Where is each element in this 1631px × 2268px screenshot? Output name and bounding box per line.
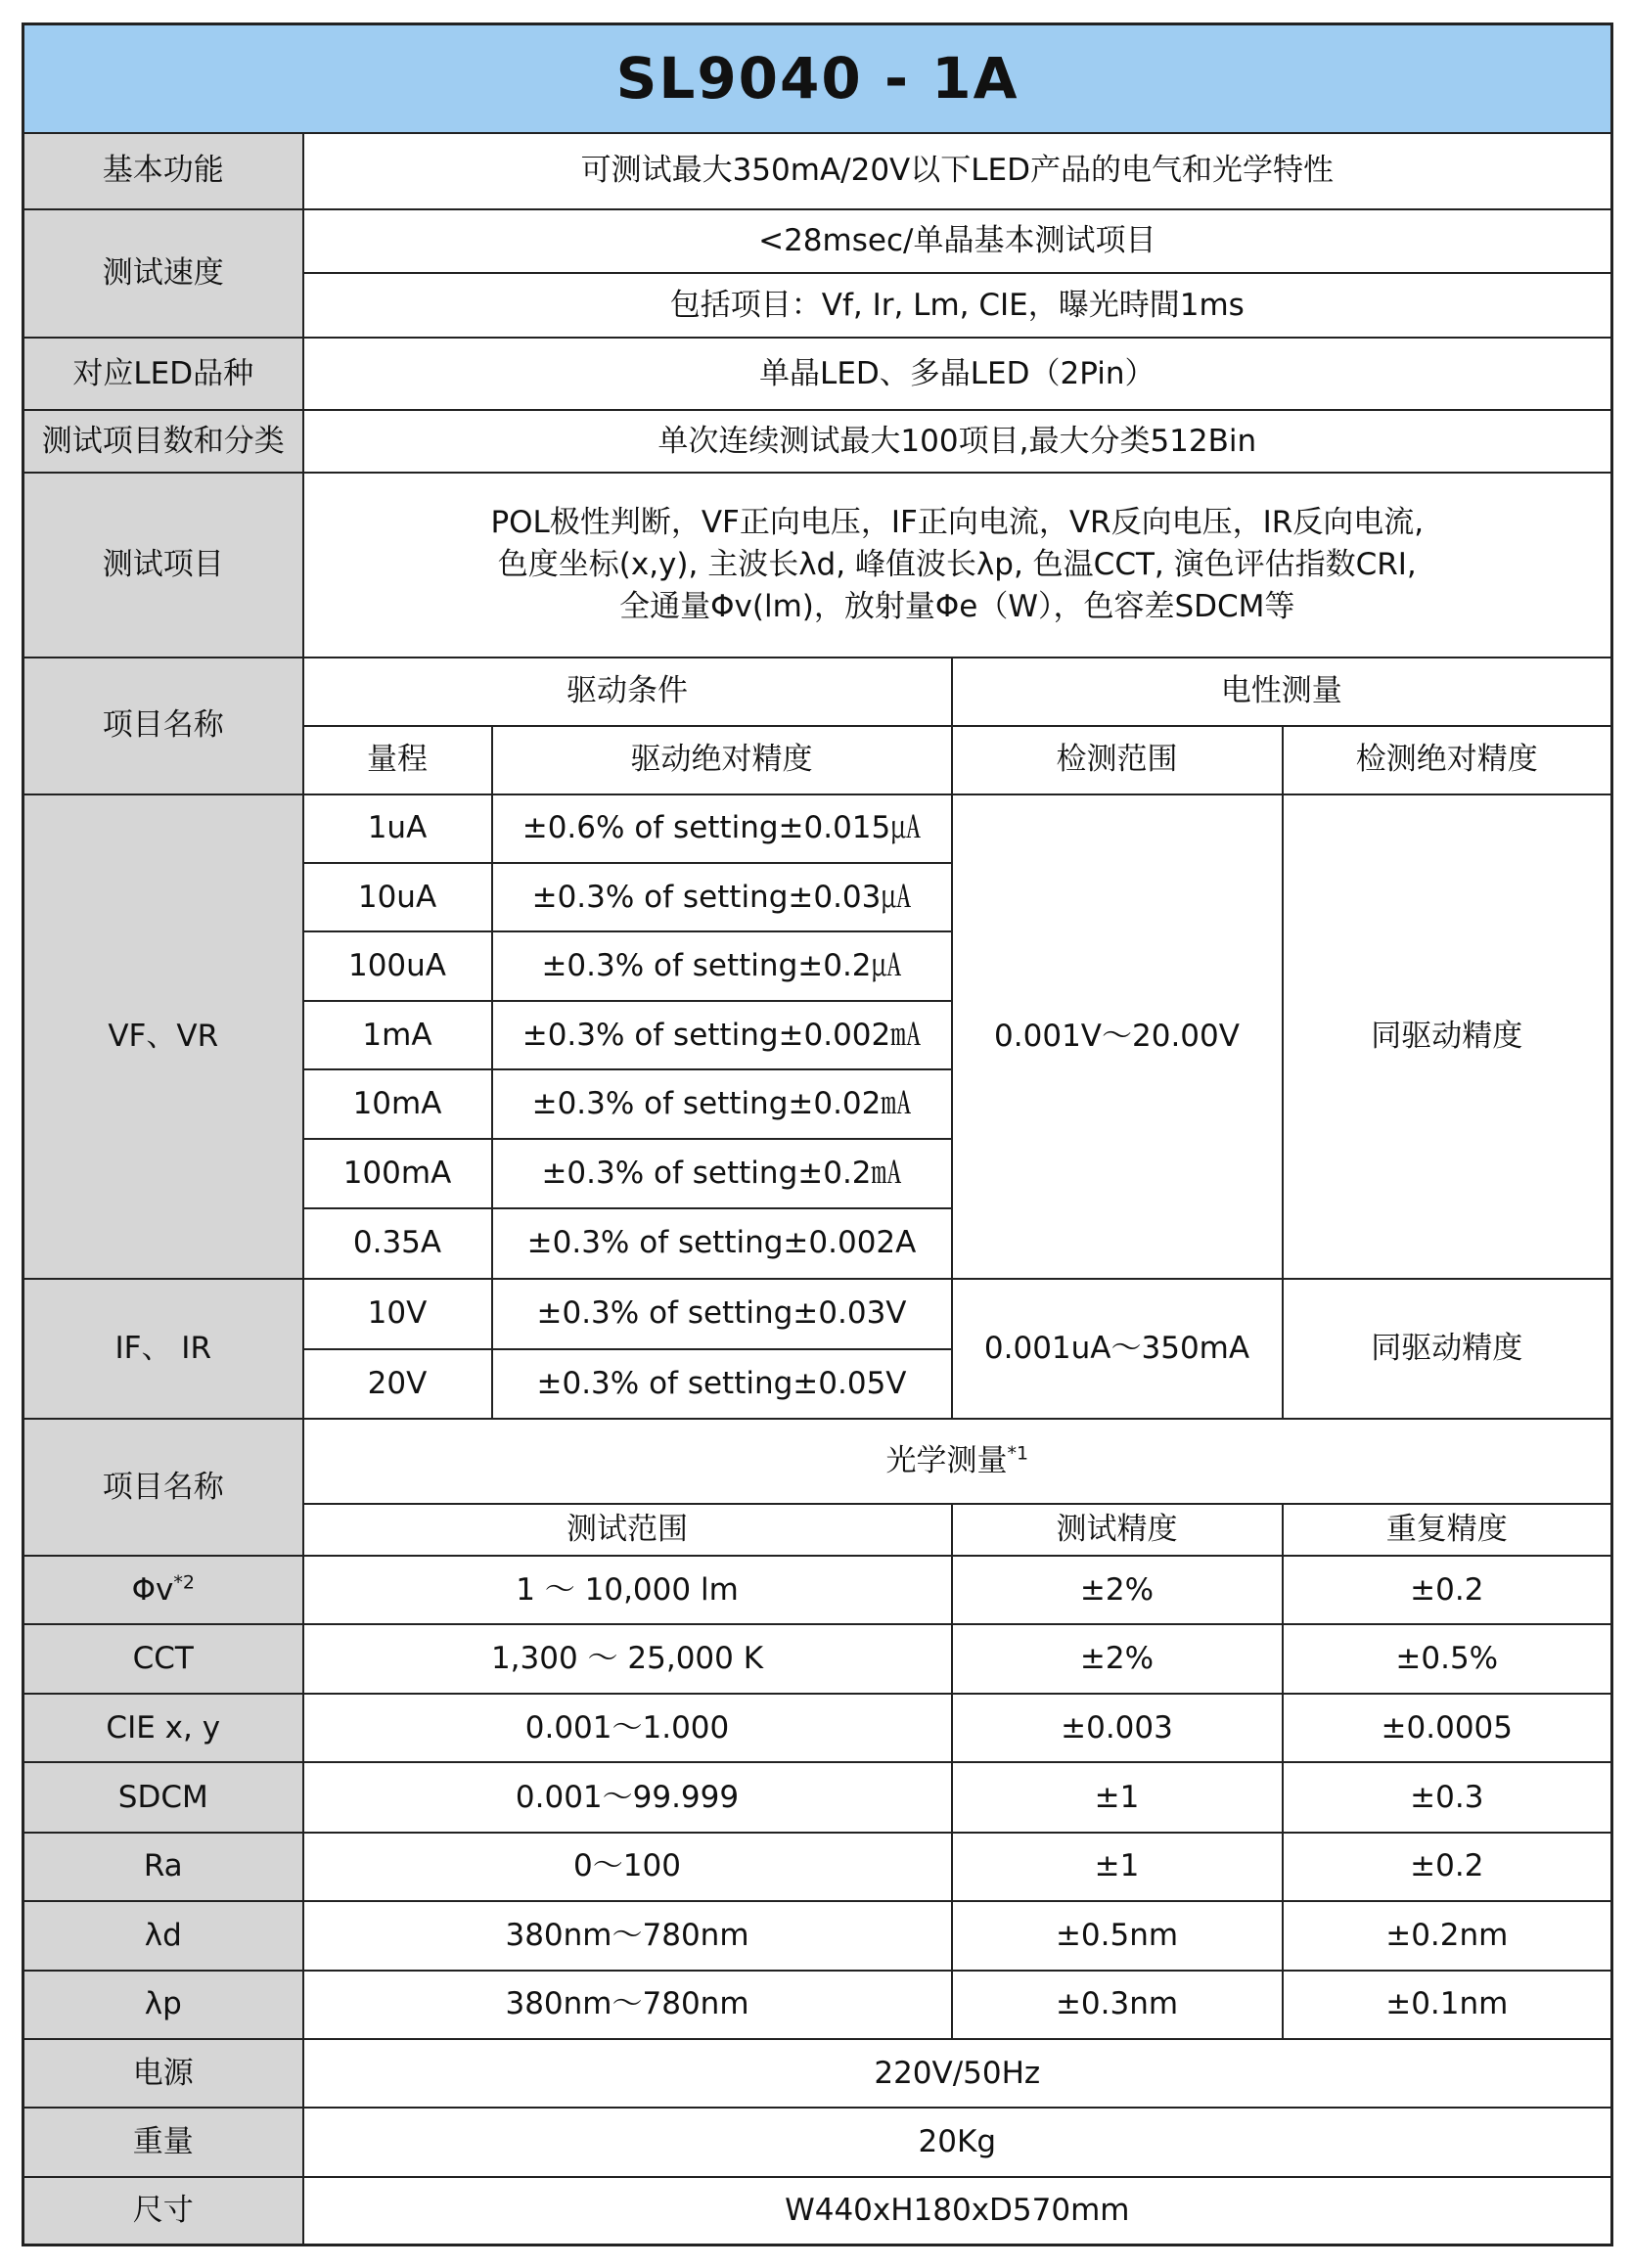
optical-test-accuracy: ±0.3nm: [952, 1971, 1283, 2039]
vf-range: 10uA: [303, 863, 492, 931]
vf-vr-label: VF、VR: [23, 794, 303, 1279]
led-types-label: 对应LED品种: [23, 338, 303, 410]
vf-drive-accuracy: ±0.3% of setting±0.2㎂: [492, 931, 952, 1001]
items-bins-value: 单次连续测试最大100项目,最大分类512Bin: [303, 410, 1612, 473]
if-detect-range: 0.001uA～350mA: [952, 1279, 1283, 1419]
electrical-item-name-label: 项目名称: [23, 658, 303, 794]
spec-table: [22, 23, 1613, 2246]
footnote-1-marker: *1: [1007, 1442, 1029, 1465]
optical-item-name: SDCM: [23, 1762, 303, 1832]
items-bins-label: 测试项目数和分类: [23, 410, 303, 473]
col-drive-accuracy-header: 驱动绝对精度: [492, 726, 952, 794]
basic-function-value: 可测试最大350mA/20V以下LED产品的电气和光学特性: [303, 133, 1612, 209]
test-items-value: [303, 473, 1612, 657]
if-range: 20V: [303, 1349, 492, 1419]
if-ir-label: IF、 IR: [23, 1279, 303, 1419]
vf-drive-accuracy: ±0.6% of setting±0.015㎂: [492, 794, 952, 863]
vf-drive-accuracy: ±0.3% of setting±0.02㎃: [492, 1069, 952, 1139]
optical-repeat-accuracy: ±0.0005: [1283, 1694, 1612, 1762]
optical-test-range: 380nm～780nm: [303, 1971, 952, 2039]
test-speed-label: 测试速度: [23, 209, 303, 338]
test-speed-line2: 包括项目：Vf, Ir, Lm, CIE，曝光時間1ms: [303, 273, 1612, 338]
optical-header-text: 光学测量: [885, 1443, 1008, 1479]
electrical-measurement-header: 电性测量: [952, 658, 1612, 726]
optical-item-name: CIE x, y: [23, 1694, 303, 1762]
vf-range: 0.35A: [303, 1208, 492, 1279]
vf-range: 100mA: [303, 1139, 492, 1207]
if-detect-accuracy: 同驱动精度: [1283, 1279, 1612, 1419]
size-value: W440xH180xD570mm: [303, 2177, 1612, 2245]
test-speed-line1: <28msec/单晶基本测试项目: [303, 209, 1612, 273]
optical-repeat-accuracy: ±0.2: [1283, 1556, 1612, 1624]
vf-drive-accuracy: ±0.3% of setting±0.2㎃: [492, 1139, 952, 1207]
if-range: 10V: [303, 1279, 492, 1349]
optical-test-range: 1 ～ 10,000 lm: [303, 1556, 952, 1624]
test-items-line: POL极性判断，VF正向电压，IF正向电流，VR反向电压，IR反向电流,: [490, 505, 1425, 541]
vf-range: 1mA: [303, 1001, 492, 1069]
vf-range: 100uA: [303, 931, 492, 1001]
optical-test-accuracy: ±0.003: [952, 1694, 1283, 1762]
col-test-range-header: 测试范围: [303, 1504, 952, 1556]
col-range-header: 量程: [303, 726, 492, 794]
vf-range: 10mA: [303, 1069, 492, 1139]
optical-item-name: [23, 1556, 303, 1624]
optical-test-accuracy: ±2%: [952, 1556, 1283, 1624]
footnote-2-marker: *2: [173, 1571, 195, 1594]
col-detect-accuracy-header: 检测绝对精度: [1283, 726, 1612, 794]
size-label: 尺寸: [23, 2177, 303, 2245]
optical-item-name: λd: [23, 1901, 303, 1971]
test-items-line: 全通量Φv(lm)，放射量Φe（W），色容差SDCM等: [619, 588, 1295, 624]
optical-repeat-accuracy: ±0.2nm: [1283, 1901, 1612, 1971]
optical-repeat-accuracy: ±0.2: [1283, 1833, 1612, 1901]
vf-range: 1uA: [303, 794, 492, 863]
if-drive-accuracy: ±0.3% of setting±0.03V: [492, 1279, 952, 1349]
optical-repeat-accuracy: ±0.3: [1283, 1762, 1612, 1832]
power-value: 220V/50Hz: [303, 2039, 1612, 2108]
optical-item-name: λp: [23, 1971, 303, 2039]
optical-test-range: 0～100: [303, 1833, 952, 1901]
drive-conditions-header: 驱动条件: [303, 658, 952, 726]
vf-detect-range: 0.001V～20.00V: [952, 794, 1283, 1279]
basic-function-label: 基本功能: [23, 133, 303, 209]
optical-test-range: 0.001～1.000: [303, 1694, 952, 1762]
optical-item-name-label: 项目名称: [23, 1419, 303, 1556]
led-types-value: 单晶LED、多晶LED（2Pin）: [303, 338, 1612, 410]
vf-detect-accuracy: 同驱动精度: [1283, 794, 1612, 1279]
optical-repeat-accuracy: ±0.5%: [1283, 1624, 1612, 1694]
optical-repeat-accuracy: ±0.1nm: [1283, 1971, 1612, 2039]
col-test-accuracy-header: 测试精度: [952, 1504, 1283, 1556]
optical-test-range: 1,300 ～ 25,000 K: [303, 1624, 952, 1694]
optical-item-name: Ra: [23, 1833, 303, 1901]
if-drive-accuracy: ±0.3% of setting±0.05V: [492, 1349, 952, 1419]
optical-measurement-header: [303, 1419, 1612, 1504]
optical-test-range: 380nm～780nm: [303, 1901, 952, 1971]
weight-value: 20Kg: [303, 2108, 1612, 2177]
optical-test-accuracy: ±1: [952, 1833, 1283, 1901]
power-label: 电源: [23, 2039, 303, 2108]
vf-drive-accuracy: ±0.3% of setting±0.002㎃: [492, 1001, 952, 1069]
weight-label: 重量: [23, 2108, 303, 2177]
optical-test-accuracy: ±2%: [952, 1624, 1283, 1694]
optical-item-name-text: Φv: [131, 1571, 174, 1608]
col-detect-range-header: 检测范围: [952, 726, 1283, 794]
test-items-line: 色度坐标(x,y), 主波长λd, 峰值波长λp, 色温CCT, 演色评估指数CRI,: [497, 547, 1417, 583]
vf-drive-accuracy: ±0.3% of setting±0.03㎂: [492, 863, 952, 931]
optical-item-name: CCT: [23, 1624, 303, 1694]
optical-test-accuracy: ±0.5nm: [952, 1901, 1283, 1971]
optical-test-range: 0.001～99.999: [303, 1762, 952, 1832]
optical-test-accuracy: ±1: [952, 1762, 1283, 1832]
spec-title: SL9040 - 1A: [23, 24, 1612, 133]
col-repeat-accuracy-header: 重复精度: [1283, 1504, 1612, 1556]
vf-drive-accuracy: ±0.3% of setting±0.002A: [492, 1208, 952, 1279]
test-items-label: 测试项目: [23, 473, 303, 657]
